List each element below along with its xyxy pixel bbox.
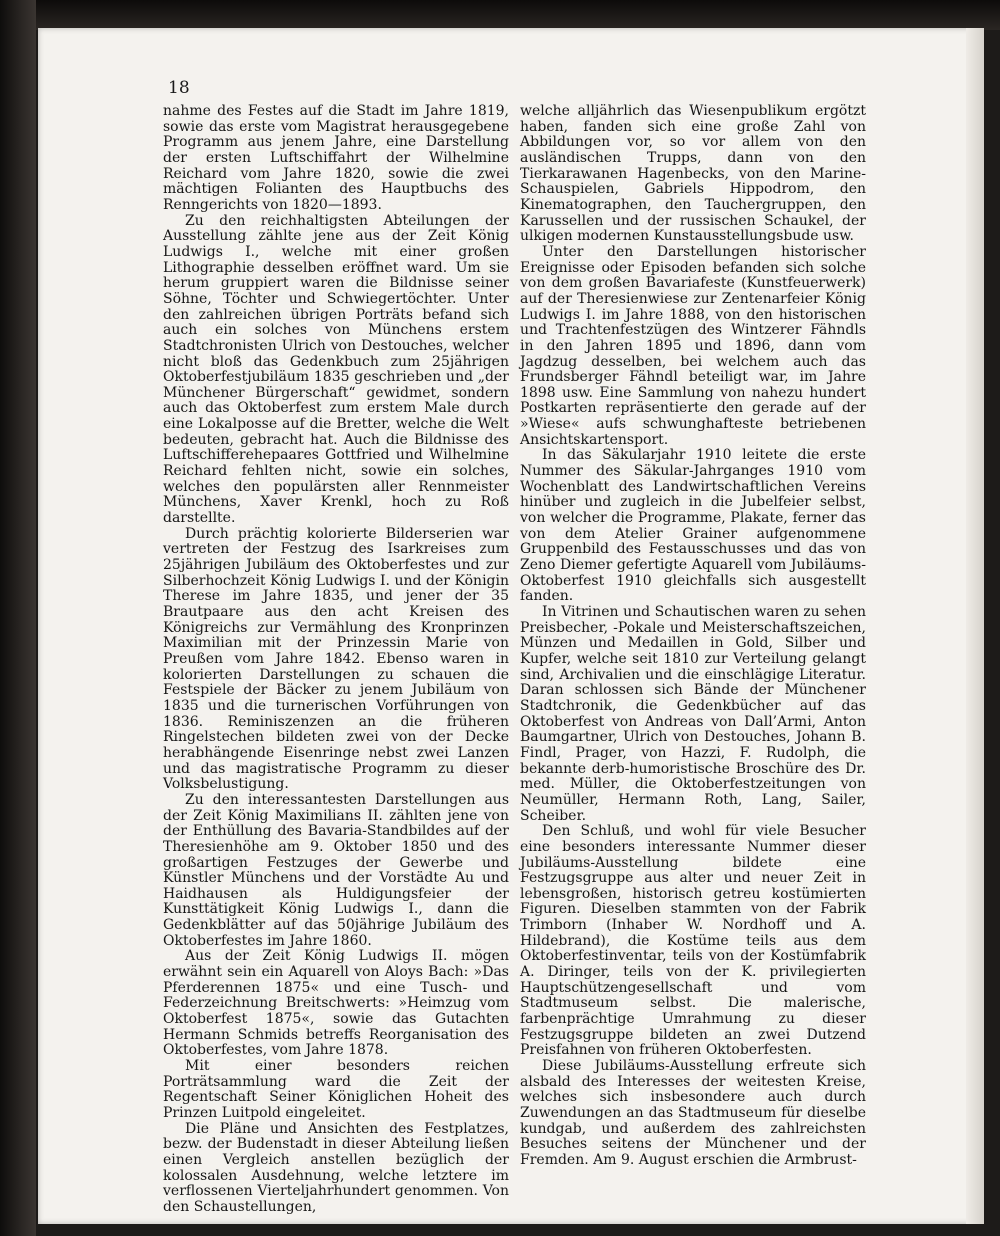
paragraph: In das Säkularjahr 1910 leitete die erste Nummer des Säkular-Jahrganges 1910 vom Wochenblatt des Landwirtschaftlichen Vereins hinüber und zugleich in die Jubelfeier selbst, von welcher die Programme, Plakate, ferner das von dem Atelier Grainer aufgenommene Gruppenbild des Festausschusses und das von Zeno Diemer gefertigte Aquarell vom Jubiläums-Oktoberfest 1910 gleichfalls sich ausgestellt fanden.: [520, 447, 866, 605]
paragraph: Mit einer besonders reichen Porträtsammlung ward die Zeit der Regentschaft Seiner Königlichen Hoheit des Prinzen Luitpold eingeleitet.: [163, 1058, 509, 1121]
paragraph: Die Pläne und Ansichten des Festplatzes, bezw. der Budenstadt in dieser Abteilung ließen einen Vergleich anstellen bezüglich der kolossalen Ausdehnung, welche letztere im verflossenen Vierteljahrhundert genommen. Von den Schaustellungen,: [163, 1120, 509, 1215]
paragraph: nahme des Festes auf die Stadt im Jahre 1819, sowie das erste vom Magistrat herausgegebene Programm aus jenem Jahre, eine Darstellung der ersten Luftschiffahrt der Wilhelmine Reichard vom Jahre 1820, sowie die zwei mächtigen Folianten des Hauptbuchs des Renngerichts von 1820—1893.: [163, 103, 509, 213]
scan-edge-top: [0, 0, 1000, 30]
paragraph: In Vitrinen und Schautischen waren zu sehen Preisbecher, -Pokale und Meisterschaftszeichen, Münzen und Medaillen in Gold, Silber und Kupfer, welche seit 1810 zur Verteilung gelangt sind, Archivalien und die einschlägige Literatur. Daran schlossen sich Bände der Münchener Stadtchronik, die Gedenkbücher auf das Oktoberfest von Andreas von Dall’Armi, Anton Baumgartner, Ulrich von Destouches, Johann B. Findl, Prager, von Hazzi, F. Rudolph, die bekannte derb-humoristische Broschüre des Dr. med. Müller, die Oktoberfestzeitungen von Neumüller, Hermann Roth, Lang, Sailer, Scheiber.: [520, 604, 866, 824]
right-text-column: [520, 104, 866, 1169]
page-fold-shadow: [966, 28, 984, 1224]
paragraph: Unter den Darstellungen historischer Ereignisse oder Episoden befanden sich solche von dem großen Bavariafeste (Kunstfeuerwerk) auf der Theresienwiese zur Zentenarfeier König Ludwigs I. im Jahre 1888, von den historischen und Trachtenfestzügen des Wintzerer Fähndls in den Jahren 1895 und 1896, dann vom Jagdzug desselben, bei welchem auch das Frundsberger Fähndl beteiligt war, im Jahre 1898 usw. Eine Sammlung von nahezu hundert Postkarten repräsentierte den gerade auf der »Wiese« aufs schwunghafteste betriebenen Ansichtskartensport.: [520, 243, 866, 448]
paragraph: Den Schluß, und wohl für viele Besucher eine besonders interessante Nummer dieser Jubiläums-Ausstellung bildete eine Festzugsgruppe aus alter und neuer Zeit in lebensgroßen, historisch getreu kostümierten Figuren. Dieselben stammten von der Fabrik Trimborn (Inhaber W. Nordhoff und A. Hildebrand), die Kostüme teils aus dem Oktoberfestinventar, teils von der Kostümfabrik A. Diringer, teils von der K. privilegierten Hauptschützengesellschaft und vom Stadtmuseum selbst. Die malerische, farbenprächtige Umrahmung zu dieser Festzugsgruppe bildeten an zwei Dutzend Preisfahnen von früheren Oktoberfesten.: [520, 823, 866, 1059]
paragraph: Durch prächtig kolorierte Bilderserien war vertreten der Festzug des Isarkreises zum 25jährigen Jubiläum des Oktoberfestes und zur Silberhochzeit König Ludwigs I. und der Königin Therese im Jahre 1835, und jener der 35 Brautpaare aus den acht Kreisen des Königreichs zur Vermählung des Kronprinzen Maximilian mit der Prinzessin Marie von Preußen vom Jahre 1842. Ebenso waren in kolorierten Darstellungen zu schauen die Festspiele der Bäcker zu jenem Jubiläum von 1835 und die turnerischen Vorführungen von 1836. Reminiszenzen an die früheren Ringelstechen bildeten zwei von der Decke herabhängende Eisenringe nebst zwei Lanzen und das magistratische Programm zu dieser Volksbelustigung.: [163, 525, 509, 793]
paragraph: Zu den interessantesten Darstellungen aus der Zeit König Maximilians II. zählten jene von der Enthüllung des Bavaria-Standbildes auf der Theresienhöhe am 9. Oktober 1850 und des großartigen Festzuges der Gewerbe und Künstler Münchens und der Vorstädte Au und Haidhausen als Huldigungsfeier der Kunsttätigkeit König Ludwigs I., dann die Gedenkblätter auf das 50jährige Jubiläum des Oktoberfestes im Jahre 1860.: [163, 791, 509, 949]
paragraph: welche alljährlich das Wiesenpublikum ergötzt haben, fanden sich eine große Zahl von Abbildungen vor, so vor allem von den ausländischen Trupps, dann von den Tierkarawanen Hagenbecks, von den Marine-Schauspielen, Gabriels Hippodrom, den Kinematographen, den Tauchergruppen, den Karussellen und der russischen Schaukel, der ulkigen modernen Kunstausstellungsbude usw.: [520, 103, 866, 245]
paragraph: Diese Jubiläums-Ausstellung erfreute sich alsbald des Interesses der weitesten Kreise, welches sich insbesondere auch durch Zuwendungen an das Stadtmuseum für dieselbe kundgab, und außerdem des zahlreichsten Besuches seitens der Münchener und der Fremden. Am 9. August erschien die Armbrust-: [520, 1058, 866, 1168]
paragraph: Aus der Zeit König Ludwigs II. mögen erwähnt sein ein Aquarell von Aloys Bach: »Das Pferderennen 1875« und eine Tusch- und Federzeichnung Breitschwerts: »Heimzug vom Oktoberfest 1875«, sowie das Gutachten Hermann Schmids betreffs Reorganisation des Oktoberfestes, vom Jahre 1878.: [163, 948, 509, 1059]
left-text-column: [163, 104, 509, 1216]
page-number: 18: [168, 78, 190, 98]
paragraph: Zu den reichhaltigsten Abteilungen der Ausstellung zählte jene aus der Zeit König Ludwigs I., welche mit einer großen Lithographie desselben eröffnet ward. Um sie herum gruppiert waren die Bildnisse seiner Söhne, Töchter und Schwiegertöchter. Unter den zahlreichen übrigen Porträts befand sich auch ein solches von Münchens erstem Stadtchronisten Ulrich von Destouches, welcher nicht bloß das Gedenkbuch zum 25jährigen Oktoberfestjubiläum 1835 geschrieben und „der Münchener Bürgerschaft“ gewidmet, sondern auch das Oktoberfest zum erstem Male durch eine Lokalposse auf die Bretter, welche die Welt bedeuten, gebracht hat. Auch die Bildnisse des Luftschifferehepaares Gottfried und Wilhelmine Reichard fehlten nicht, sowie ein solches, welches den populärsten aller Rennmeister Münchens, Xaver Krenkl, hoch zu Roß darstellte.: [163, 212, 509, 527]
scan-edge-left: [0, 0, 36, 1236]
